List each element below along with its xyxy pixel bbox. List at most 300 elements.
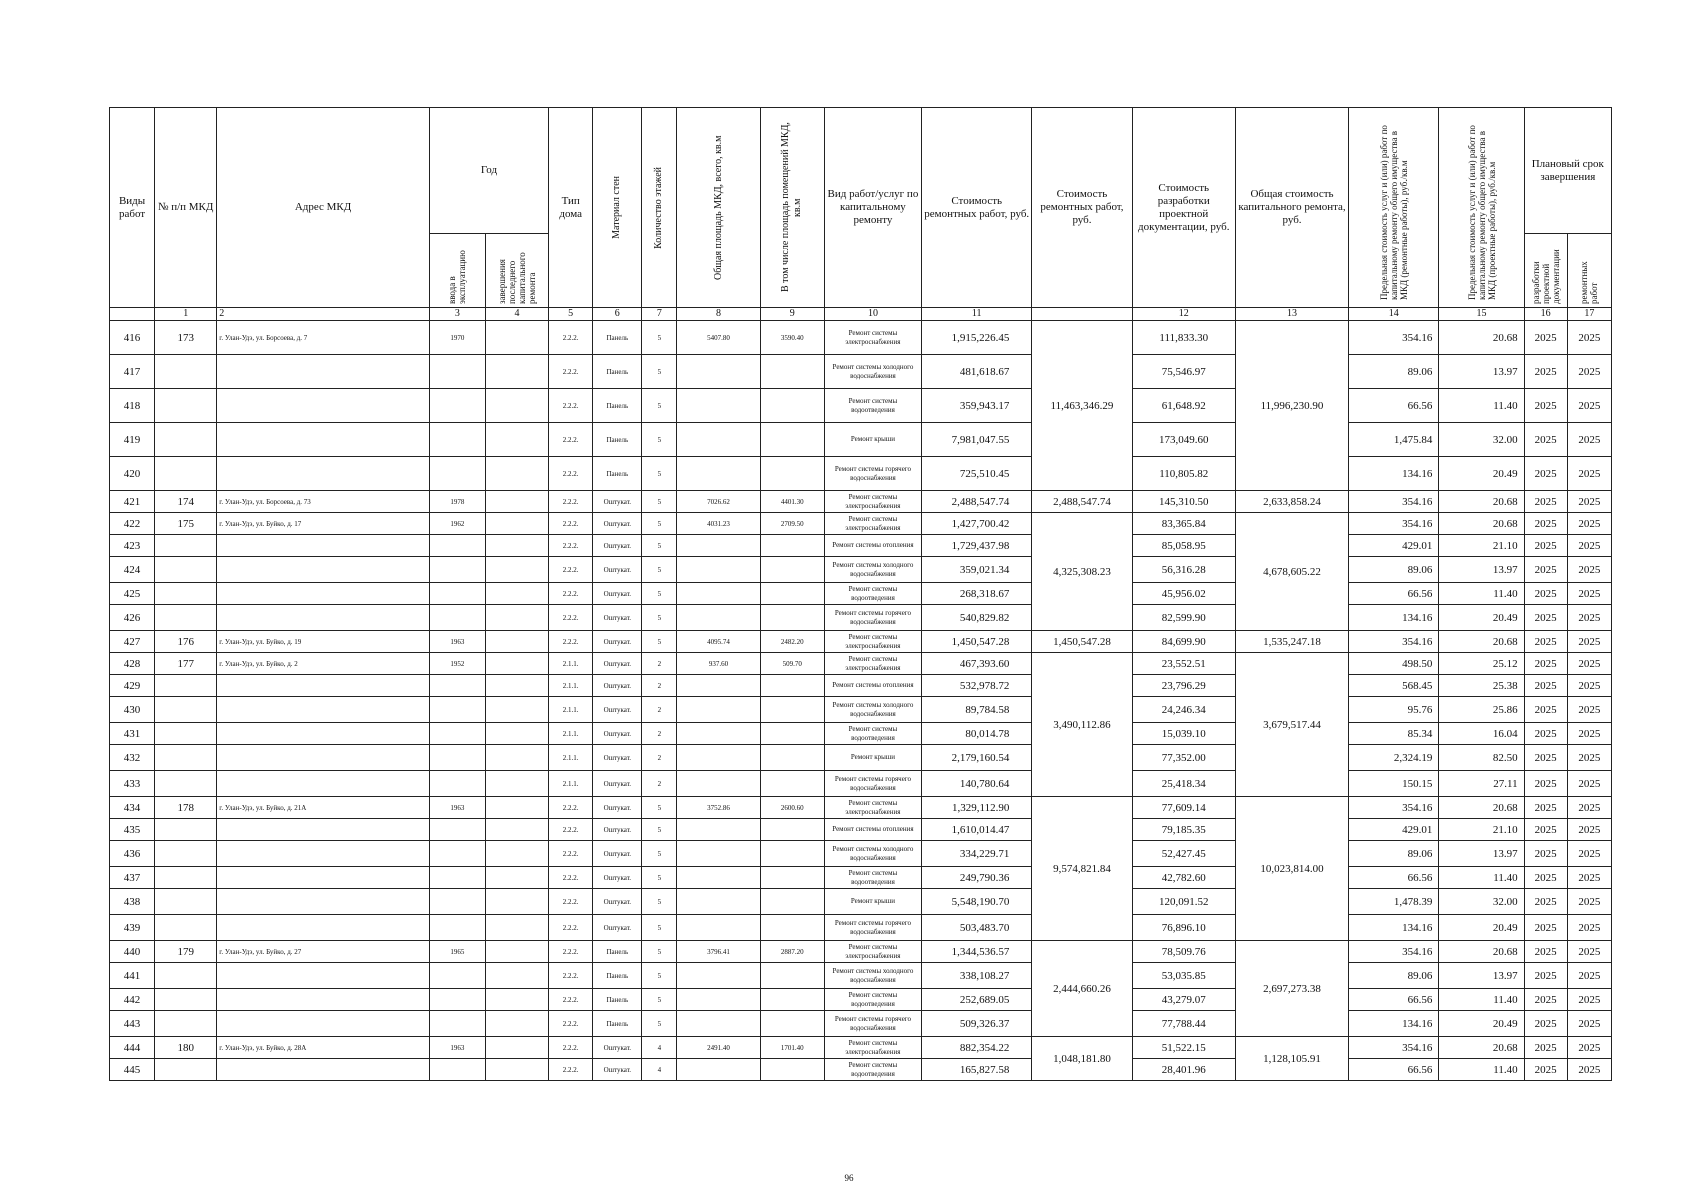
mkd-number: [155, 697, 217, 723]
plan-repair-year: 2025: [1567, 819, 1611, 841]
header-limit-design: [1439, 108, 1524, 308]
work-type: Ремонт системы электроснабжения: [824, 797, 921, 819]
area-rooms: 509.70: [760, 653, 824, 675]
mkd-number: 178: [155, 797, 217, 819]
year-last-repair: [485, 771, 548, 797]
plan-repair-year: 2025: [1567, 583, 1611, 605]
area-rooms: [760, 745, 824, 771]
house-type: 2.2.2.: [549, 841, 593, 867]
floors: 5: [642, 1011, 677, 1037]
work-type: Ремонт системы водоотведения: [824, 867, 921, 889]
mkd-number: [155, 457, 217, 491]
floors: 5: [642, 867, 677, 889]
plan-design-year: 2025: [1524, 605, 1567, 631]
house-type: 2.2.2.: [549, 491, 593, 513]
table-row: [110, 723, 1612, 745]
area-total: [677, 557, 760, 583]
wall-material: Панель: [593, 1011, 642, 1037]
floors: 2: [642, 723, 677, 745]
wall-material: Оштукат.: [593, 889, 642, 915]
house-type: 2.2.2.: [549, 819, 593, 841]
limit-design: 25.38: [1439, 675, 1524, 697]
year-commission: [429, 889, 485, 915]
plan-design-year: 2025: [1524, 797, 1567, 819]
work-type: Ремонт системы водоотведения: [824, 583, 921, 605]
year-last-repair: [485, 797, 548, 819]
work-type: Ремонт системы горячего водоснабжения: [824, 915, 921, 941]
colnum: 6: [593, 308, 642, 321]
area-rooms: [760, 963, 824, 989]
wall-material: Панель: [593, 457, 642, 491]
capital-repair-table-container: [109, 107, 1612, 1081]
plan-repair-year: 2025: [1567, 723, 1611, 745]
cost-design: 78,509.76: [1132, 941, 1235, 963]
mkd-number: [155, 557, 217, 583]
address: [217, 583, 430, 605]
year-commission: [429, 557, 485, 583]
area-total: [677, 389, 760, 423]
cost-repair: 252,689.05: [922, 989, 1032, 1011]
house-type: 2.2.2.: [549, 941, 593, 963]
wall-material: Оштукат.: [593, 867, 642, 889]
year-last-repair: [485, 1059, 548, 1081]
wall-material: Панель: [593, 423, 642, 457]
table-row: [110, 1011, 1612, 1037]
limit-design: 11.40: [1439, 583, 1524, 605]
cost-repair: 1,729,437.98: [922, 535, 1032, 557]
row-number: 438: [110, 889, 155, 915]
mkd-number: 175: [155, 513, 217, 535]
area-rooms: [760, 557, 824, 583]
area-total: 4031.23: [677, 513, 760, 535]
area-rooms: [760, 389, 824, 423]
wall-material: Панель: [593, 355, 642, 389]
group-cost-total: 3,679,517.44: [1235, 653, 1348, 797]
row-number: 445: [110, 1059, 155, 1081]
area-total: [677, 355, 760, 389]
cost-design: 173,049.60: [1132, 423, 1235, 457]
limit-repair: 66.56: [1349, 389, 1439, 423]
plan-design-year: 2025: [1524, 583, 1567, 605]
year-last-repair: [485, 819, 548, 841]
floors: 5: [642, 605, 677, 631]
row-number: 440: [110, 941, 155, 963]
group-cost-total: 2,697,273.38: [1235, 941, 1348, 1037]
address: [217, 989, 430, 1011]
work-type: Ремонт системы отопления: [824, 675, 921, 697]
house-type: 2.2.2.: [549, 535, 593, 557]
header-year-last-repair: [485, 234, 548, 308]
year-last-repair: [485, 675, 548, 697]
address: [217, 423, 430, 457]
header-limit-repair-text: Предельная стоимость услуг и (или) работ по капитальному ремонту общего имущества в МКД (ремонтные работы), руб./кв.м: [1378, 125, 1409, 300]
row-number: 434: [110, 797, 155, 819]
address: [217, 745, 430, 771]
group-cost-total: 11,996,230.90: [1235, 321, 1348, 491]
area-rooms: 3590.40: [760, 321, 824, 355]
limit-design: 11.40: [1439, 1059, 1524, 1081]
year-commission: [429, 355, 485, 389]
row-number: 416: [110, 321, 155, 355]
header-limit-repair: [1349, 108, 1439, 308]
house-type: 2.1.1.: [549, 771, 593, 797]
work-type: Ремонт системы отопления: [824, 535, 921, 557]
header-area-total: [677, 108, 760, 308]
plan-repair-year: 2025: [1567, 867, 1611, 889]
header-work-type: Вид работ/услуг по капитальному ремонту: [824, 108, 921, 308]
limit-design: 20.49: [1439, 915, 1524, 941]
header-floors: [642, 108, 677, 308]
year-last-repair: [485, 1037, 548, 1059]
plan-design-year: 2025: [1524, 941, 1567, 963]
area-rooms: [760, 867, 824, 889]
floors: 5: [642, 321, 677, 355]
header-area-total-text: Общая площадь МКД, всего, кв.м: [712, 135, 724, 280]
year-last-repair: [485, 389, 548, 423]
floors: 4: [642, 1059, 677, 1081]
limit-design: 13.97: [1439, 841, 1524, 867]
limit-repair: 134.16: [1349, 1011, 1439, 1037]
row-number: 435: [110, 819, 155, 841]
cost-design: 77,352.00: [1132, 745, 1235, 771]
year-commission: 1970: [429, 321, 485, 355]
header-planned-term: Плановый срок завершения: [1524, 108, 1611, 234]
limit-repair: 429.01: [1349, 535, 1439, 557]
colnum: 5: [549, 308, 593, 321]
area-rooms: [760, 355, 824, 389]
work-type: Ремонт системы холодного водоснабжения: [824, 963, 921, 989]
limit-repair: 354.16: [1349, 1037, 1439, 1059]
table-row: [110, 557, 1612, 583]
cost-design: 24,246.34: [1132, 697, 1235, 723]
group-cost-total: 1,128,105.91: [1235, 1037, 1348, 1081]
floors: 5: [642, 423, 677, 457]
mkd-number: 179: [155, 941, 217, 963]
area-rooms: [760, 819, 824, 841]
floors: 5: [642, 631, 677, 653]
row-number: 442: [110, 989, 155, 1011]
cost-repair: 1,329,112.90: [922, 797, 1032, 819]
work-type: Ремонт системы электроснабжения: [824, 513, 921, 535]
cost-design: 23,796.29: [1132, 675, 1235, 697]
group-cost-total: 1,535,247.18: [1235, 631, 1348, 653]
cost-repair: 7,981,047.55: [922, 423, 1032, 457]
area-total: [677, 535, 760, 557]
cost-design: 79,185.35: [1132, 819, 1235, 841]
work-type: Ремонт крыши: [824, 889, 921, 915]
area-total: [677, 583, 760, 605]
plan-repair-year: 2025: [1567, 1011, 1611, 1037]
header-plan-design-text: разработки проектной документации: [1530, 248, 1561, 304]
header-year: Год: [429, 108, 548, 234]
limit-repair: 150.15: [1349, 771, 1439, 797]
table-row: [110, 491, 1612, 513]
area-total: [677, 723, 760, 745]
floors: 5: [642, 457, 677, 491]
area-rooms: [760, 535, 824, 557]
limit-design: 20.68: [1439, 513, 1524, 535]
limit-design: 13.97: [1439, 963, 1524, 989]
table-row: [110, 535, 1612, 557]
area-total: [677, 745, 760, 771]
plan-repair-year: 2025: [1567, 1059, 1611, 1081]
house-type: 2.2.2.: [549, 915, 593, 941]
address: [217, 915, 430, 941]
area-total: [677, 889, 760, 915]
area-total: [677, 457, 760, 491]
wall-material: Оштукат.: [593, 653, 642, 675]
area-total: [677, 675, 760, 697]
wall-material: Оштукат.: [593, 745, 642, 771]
row-number: 422: [110, 513, 155, 535]
limit-repair: 66.56: [1349, 867, 1439, 889]
header-plan-repair-text: ремонтных работ: [1579, 260, 1600, 304]
row-number: 418: [110, 389, 155, 423]
year-commission: [429, 963, 485, 989]
wall-material: Оштукат.: [593, 819, 642, 841]
group-cost-repair: 2,488,547.74: [1032, 491, 1132, 513]
area-total: 7026.62: [677, 491, 760, 513]
work-type: Ремонт системы холодного водоснабжения: [824, 557, 921, 583]
year-last-repair: [485, 321, 548, 355]
row-number: 421: [110, 491, 155, 513]
address: [217, 1011, 430, 1037]
limit-design: 32.00: [1439, 423, 1524, 457]
colnum: 12: [1132, 308, 1235, 321]
address: г. Улан-Удэ, ул. Буйко, д. 2: [217, 653, 430, 675]
house-type: 2.2.2.: [549, 631, 593, 653]
colnum: 4: [485, 308, 548, 321]
limit-design: 20.49: [1439, 457, 1524, 491]
year-commission: 1965: [429, 941, 485, 963]
cost-repair: 2,179,160.54: [922, 745, 1032, 771]
limit-design: 32.00: [1439, 889, 1524, 915]
header-cost-total: Общая стоимость капитального ремонта, руб.: [1235, 108, 1348, 308]
area-rooms: [760, 841, 824, 867]
header-np-mkd: № п/п МКД: [155, 108, 217, 308]
year-commission: [429, 723, 485, 745]
work-type: Ремонт системы холодного водоснабжения: [824, 697, 921, 723]
plan-design-year: 2025: [1524, 423, 1567, 457]
mkd-number: [155, 605, 217, 631]
area-total: [677, 963, 760, 989]
cost-repair: 140,780.64: [922, 771, 1032, 797]
limit-repair: 89.06: [1349, 355, 1439, 389]
wall-material: Оштукат.: [593, 535, 642, 557]
wall-material: Панель: [593, 989, 642, 1011]
plan-design-year: 2025: [1524, 989, 1567, 1011]
house-type: 2.2.2.: [549, 355, 593, 389]
year-last-repair: [485, 745, 548, 771]
area-total: 5407.80: [677, 321, 760, 355]
colnum: 15: [1439, 308, 1524, 321]
work-type: Ремонт системы водоотведения: [824, 989, 921, 1011]
area-rooms: [760, 697, 824, 723]
header-wall-material: [593, 108, 642, 308]
mkd-number: [155, 1059, 217, 1081]
header-wall-material-text: Материал стен: [611, 176, 623, 239]
house-type: 2.1.1.: [549, 723, 593, 745]
area-rooms: [760, 915, 824, 941]
year-commission: [429, 915, 485, 941]
limit-repair: 134.16: [1349, 457, 1439, 491]
mkd-number: [155, 867, 217, 889]
work-type: Ремонт системы электроснабжения: [824, 491, 921, 513]
plan-design-year: 2025: [1524, 491, 1567, 513]
cost-repair: 2,488,547.74: [922, 491, 1032, 513]
area-rooms: [760, 675, 824, 697]
floors: 2: [642, 745, 677, 771]
limit-design: 20.68: [1439, 1037, 1524, 1059]
address: г. Улан-Удэ, ул. Буйко, д. 28А: [217, 1037, 430, 1059]
cost-design: 25,418.34: [1132, 771, 1235, 797]
wall-material: Оштукат.: [593, 797, 642, 819]
address: [217, 723, 430, 745]
wall-material: Оштукат.: [593, 605, 642, 631]
cost-design: 53,035.85: [1132, 963, 1235, 989]
house-type: 2.2.2.: [549, 423, 593, 457]
colnum: 13: [1235, 308, 1348, 321]
plan-design-year: 2025: [1524, 355, 1567, 389]
limit-design: 82.50: [1439, 745, 1524, 771]
limit-design: 27.11: [1439, 771, 1524, 797]
cost-repair: 503,483.70: [922, 915, 1032, 941]
address: г. Улан-Удэ, ул. Борсоева, д. 73: [217, 491, 430, 513]
year-commission: [429, 745, 485, 771]
plan-design-year: 2025: [1524, 457, 1567, 491]
cost-repair: 882,354.22: [922, 1037, 1032, 1059]
group-cost-repair: 1,048,181.80: [1032, 1037, 1132, 1081]
table-row: [110, 819, 1612, 841]
plan-design-year: 2025: [1524, 557, 1567, 583]
year-commission: [429, 535, 485, 557]
limit-repair: 1,478.39: [1349, 889, 1439, 915]
plan-repair-year: 2025: [1567, 989, 1611, 1011]
row-number: 427: [110, 631, 155, 653]
group-cost-repair: 1,450,547.28: [1032, 631, 1132, 653]
year-last-repair: [485, 989, 548, 1011]
limit-repair: 89.06: [1349, 557, 1439, 583]
limit-repair: 354.16: [1349, 491, 1439, 513]
house-type: 2.2.2.: [549, 583, 593, 605]
wall-material: Оштукат.: [593, 771, 642, 797]
area-total: [677, 771, 760, 797]
address: [217, 535, 430, 557]
header-year-commission: [429, 234, 485, 308]
plan-design-year: 2025: [1524, 889, 1567, 915]
work-type: Ремонт крыши: [824, 745, 921, 771]
row-number: 433: [110, 771, 155, 797]
address: [217, 389, 430, 423]
group-cost-total: 10,023,814.00: [1235, 797, 1348, 941]
cost-design: 84,699.90: [1132, 631, 1235, 653]
floors: 5: [642, 819, 677, 841]
floors: 5: [642, 513, 677, 535]
mkd-number: [155, 423, 217, 457]
area-total: 937.60: [677, 653, 760, 675]
house-type: 2.1.1.: [549, 653, 593, 675]
year-last-repair: [485, 605, 548, 631]
year-last-repair: [485, 1011, 548, 1037]
row-number: 420: [110, 457, 155, 491]
plan-design-year: 2025: [1524, 535, 1567, 557]
house-type: 2.1.1.: [549, 697, 593, 723]
limit-repair: 95.76: [1349, 697, 1439, 723]
wall-material: Оштукат.: [593, 841, 642, 867]
house-type: 2.2.2.: [549, 1059, 593, 1081]
row-number: 444: [110, 1037, 155, 1059]
plan-design-year: 2025: [1524, 653, 1567, 675]
floors: 2: [642, 771, 677, 797]
table-row: [110, 321, 1612, 355]
house-type: 2.2.2.: [549, 321, 593, 355]
plan-design-year: 2025: [1524, 697, 1567, 723]
group-cost-repair: 3,490,112.86: [1032, 653, 1132, 797]
year-commission: [429, 1059, 485, 1081]
wall-material: Оштукат.: [593, 675, 642, 697]
floors: 5: [642, 557, 677, 583]
header-year-last-repair-text: завершения последнего капитального ремонта: [497, 251, 538, 304]
plan-design-year: 2025: [1524, 675, 1567, 697]
header-address: Адрес МКД: [217, 108, 430, 308]
cost-design: 61,648.92: [1132, 389, 1235, 423]
area-total: [677, 915, 760, 941]
plan-design-year: 2025: [1524, 867, 1567, 889]
table-row: [110, 867, 1612, 889]
year-last-repair: [485, 457, 548, 491]
year-commission: [429, 605, 485, 631]
plan-design-year: 2025: [1524, 321, 1567, 355]
colnum: 9: [760, 308, 824, 321]
wall-material: Панель: [593, 389, 642, 423]
year-commission: [429, 423, 485, 457]
cost-repair: 359,021.34: [922, 557, 1032, 583]
floors: 5: [642, 841, 677, 867]
year-last-repair: [485, 583, 548, 605]
wall-material: Оштукат.: [593, 723, 642, 745]
cost-repair: 249,790.36: [922, 867, 1032, 889]
year-last-repair: [485, 889, 548, 915]
floors: 5: [642, 583, 677, 605]
row-number: 426: [110, 605, 155, 631]
address: [217, 841, 430, 867]
plan-repair-year: 2025: [1567, 631, 1611, 653]
work-type: Ремонт системы электроснабжения: [824, 1037, 921, 1059]
colnum: 1: [155, 308, 217, 321]
mkd-number: [155, 841, 217, 867]
row-number: 424: [110, 557, 155, 583]
group-cost-repair: 2,444,660.26: [1032, 941, 1132, 1037]
cost-repair: 1,450,547.28: [922, 631, 1032, 653]
area-rooms: [760, 605, 824, 631]
header-limit-design-text: Предельная стоимость услуг и (или) работ по капитальному ремонту общего имущества в МКД (проектные работы), руб./кв.м: [1466, 125, 1497, 300]
house-type: 2.2.2.: [549, 457, 593, 491]
limit-repair: 66.56: [1349, 583, 1439, 605]
cost-design: 42,782.60: [1132, 867, 1235, 889]
cost-design: 28,401.96: [1132, 1059, 1235, 1081]
house-type: 2.2.2.: [549, 797, 593, 819]
area-total: 3752.86: [677, 797, 760, 819]
cost-design: 23,552.51: [1132, 653, 1235, 675]
work-type: Ремонт системы электроснабжения: [824, 941, 921, 963]
table-row: [110, 841, 1612, 867]
area-rooms: 2709.50: [760, 513, 824, 535]
group-cost-repair: 11,463,346.29: [1032, 321, 1132, 491]
plan-repair-year: 2025: [1567, 653, 1611, 675]
address: г. Улан-Удэ, ул. Буйко, д. 17: [217, 513, 430, 535]
area-rooms: [760, 583, 824, 605]
plan-repair-year: 2025: [1567, 889, 1611, 915]
